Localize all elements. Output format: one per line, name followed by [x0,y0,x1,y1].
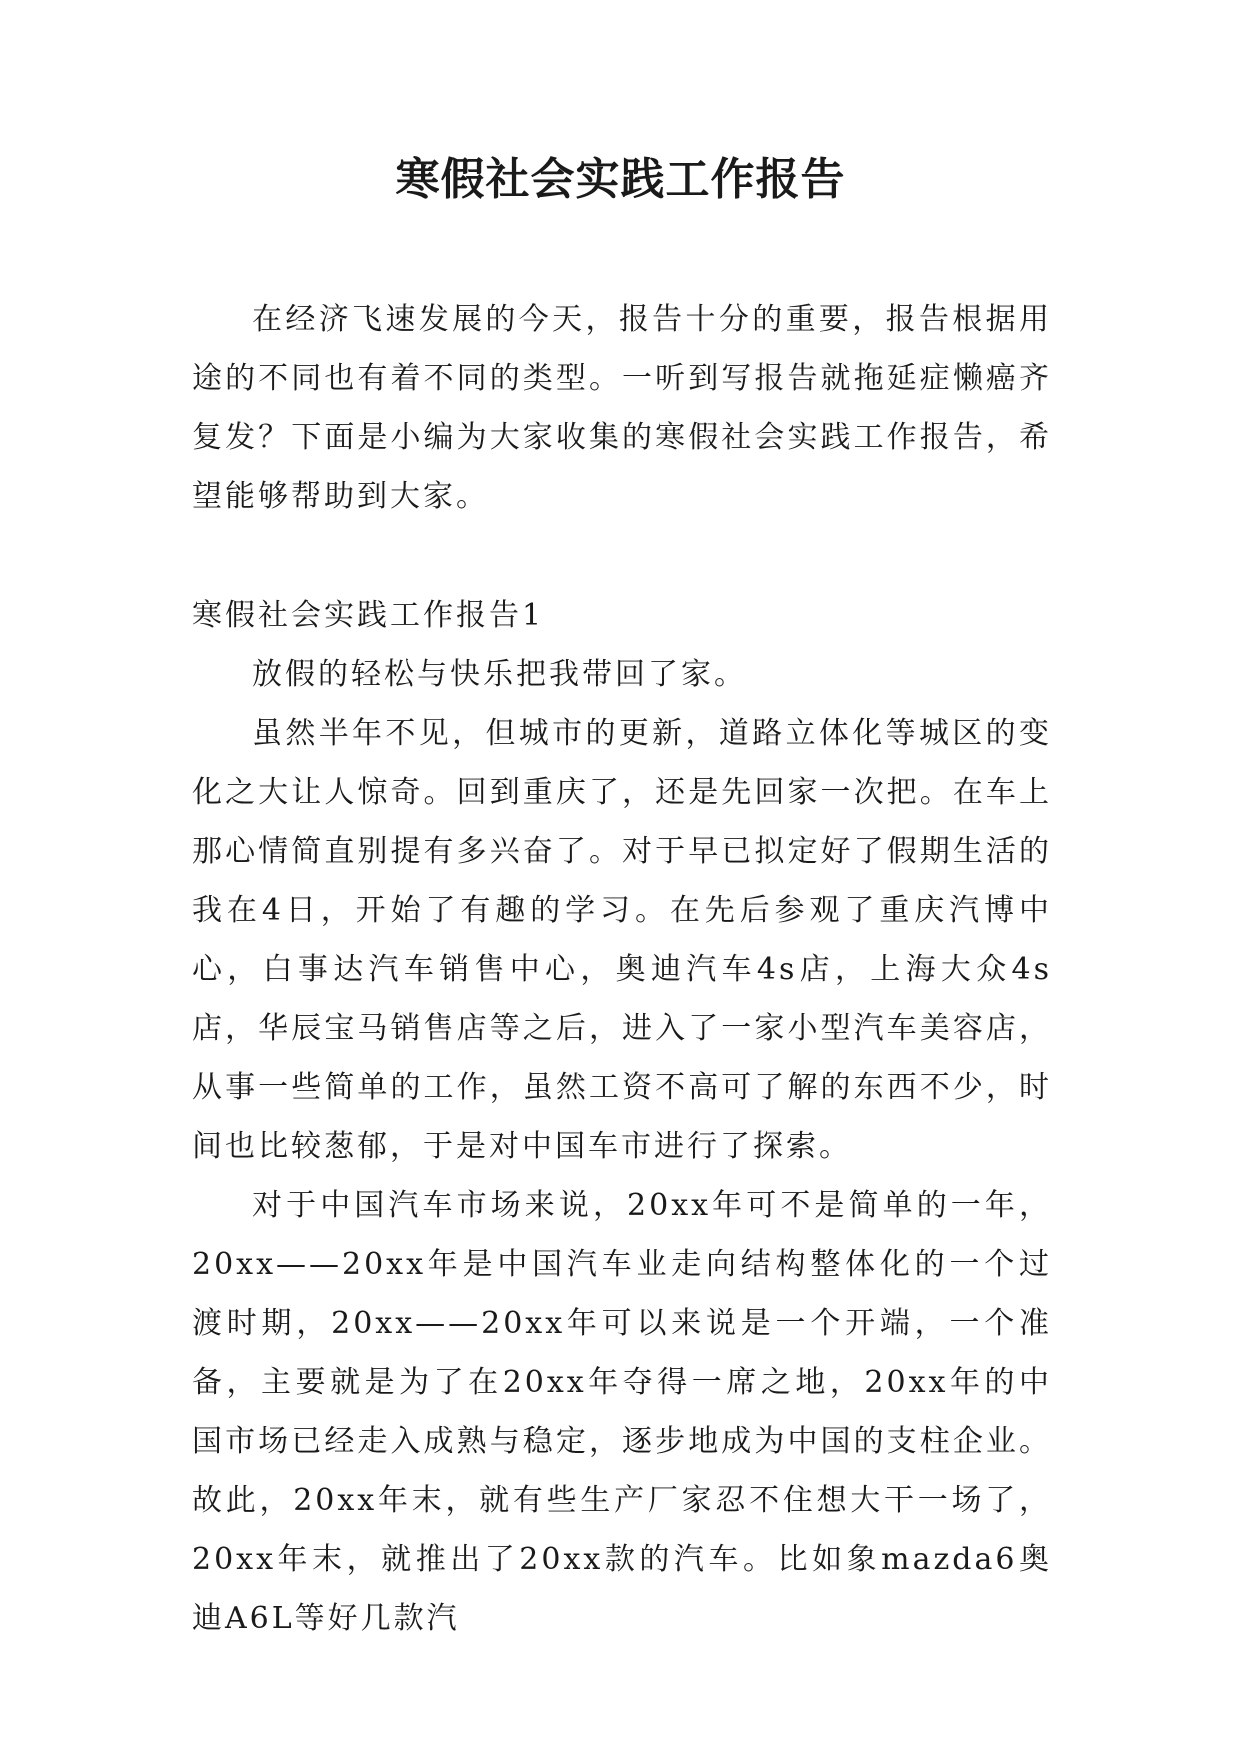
body-paragraph: 对于中国汽车市场来说，20xx年可不是简单的一年，20xx——20xx年是中国汽车业走向结构整体化的一个过渡时期，20xx——20xx年可以来说是一个开端，一个准备，主要就是为了在20xx年夺得一席之地，20xx年的中国市场已经走入成熟与稳定，逐步地成为中国的支柱企业。故此，20xx年末，就有些生产厂家忍不住想大干一场了，20xx年末，就推出了20xx款的汽车。比如象mazda6奥迪A6L等好几款汽 [192,1188,1052,1636]
body-paragraph: 放假的轻松与快乐把我带回了家。 [252,657,747,692]
intro-paragraph: 在经济飞速发展的今天，报告十分的重要，报告根据用途的不同也有着不同的类型。一听到写报告就拖延症懒癌齐复发？下面是小编为大家收集的寒假社会实践工作报告，希望能够帮助到大家。 [192,302,1052,514]
section-heading: 寒假社会实践工作报告1 [192,598,545,633]
document-body [192,290,1052,1648]
paragraph-spacer [192,526,1052,586]
document-title: 寒假社会实践工作报告 [395,154,846,205]
body-paragraph: 虽然半年不见，但城市的更新，道路立体化等城区的变化之大让人惊奇。回到重庆了，还是先回家一次把。在车上那心情简直别提有多兴奋了。对于早已拟定好了假期生活的我在4日，开始了有趣的学习。在先后参观了重庆汽博中心，白事达汽车销售中心，奥迪汽车4s店，上海大众4s店，华辰宝马销售店等之后，进入了一家小型汽车美容店，从事一些简单的工作，虽然工资不高可了解的东西不少，时间也比较葱郁，于是对中国车市进行了探索。 [192,716,1052,1164]
